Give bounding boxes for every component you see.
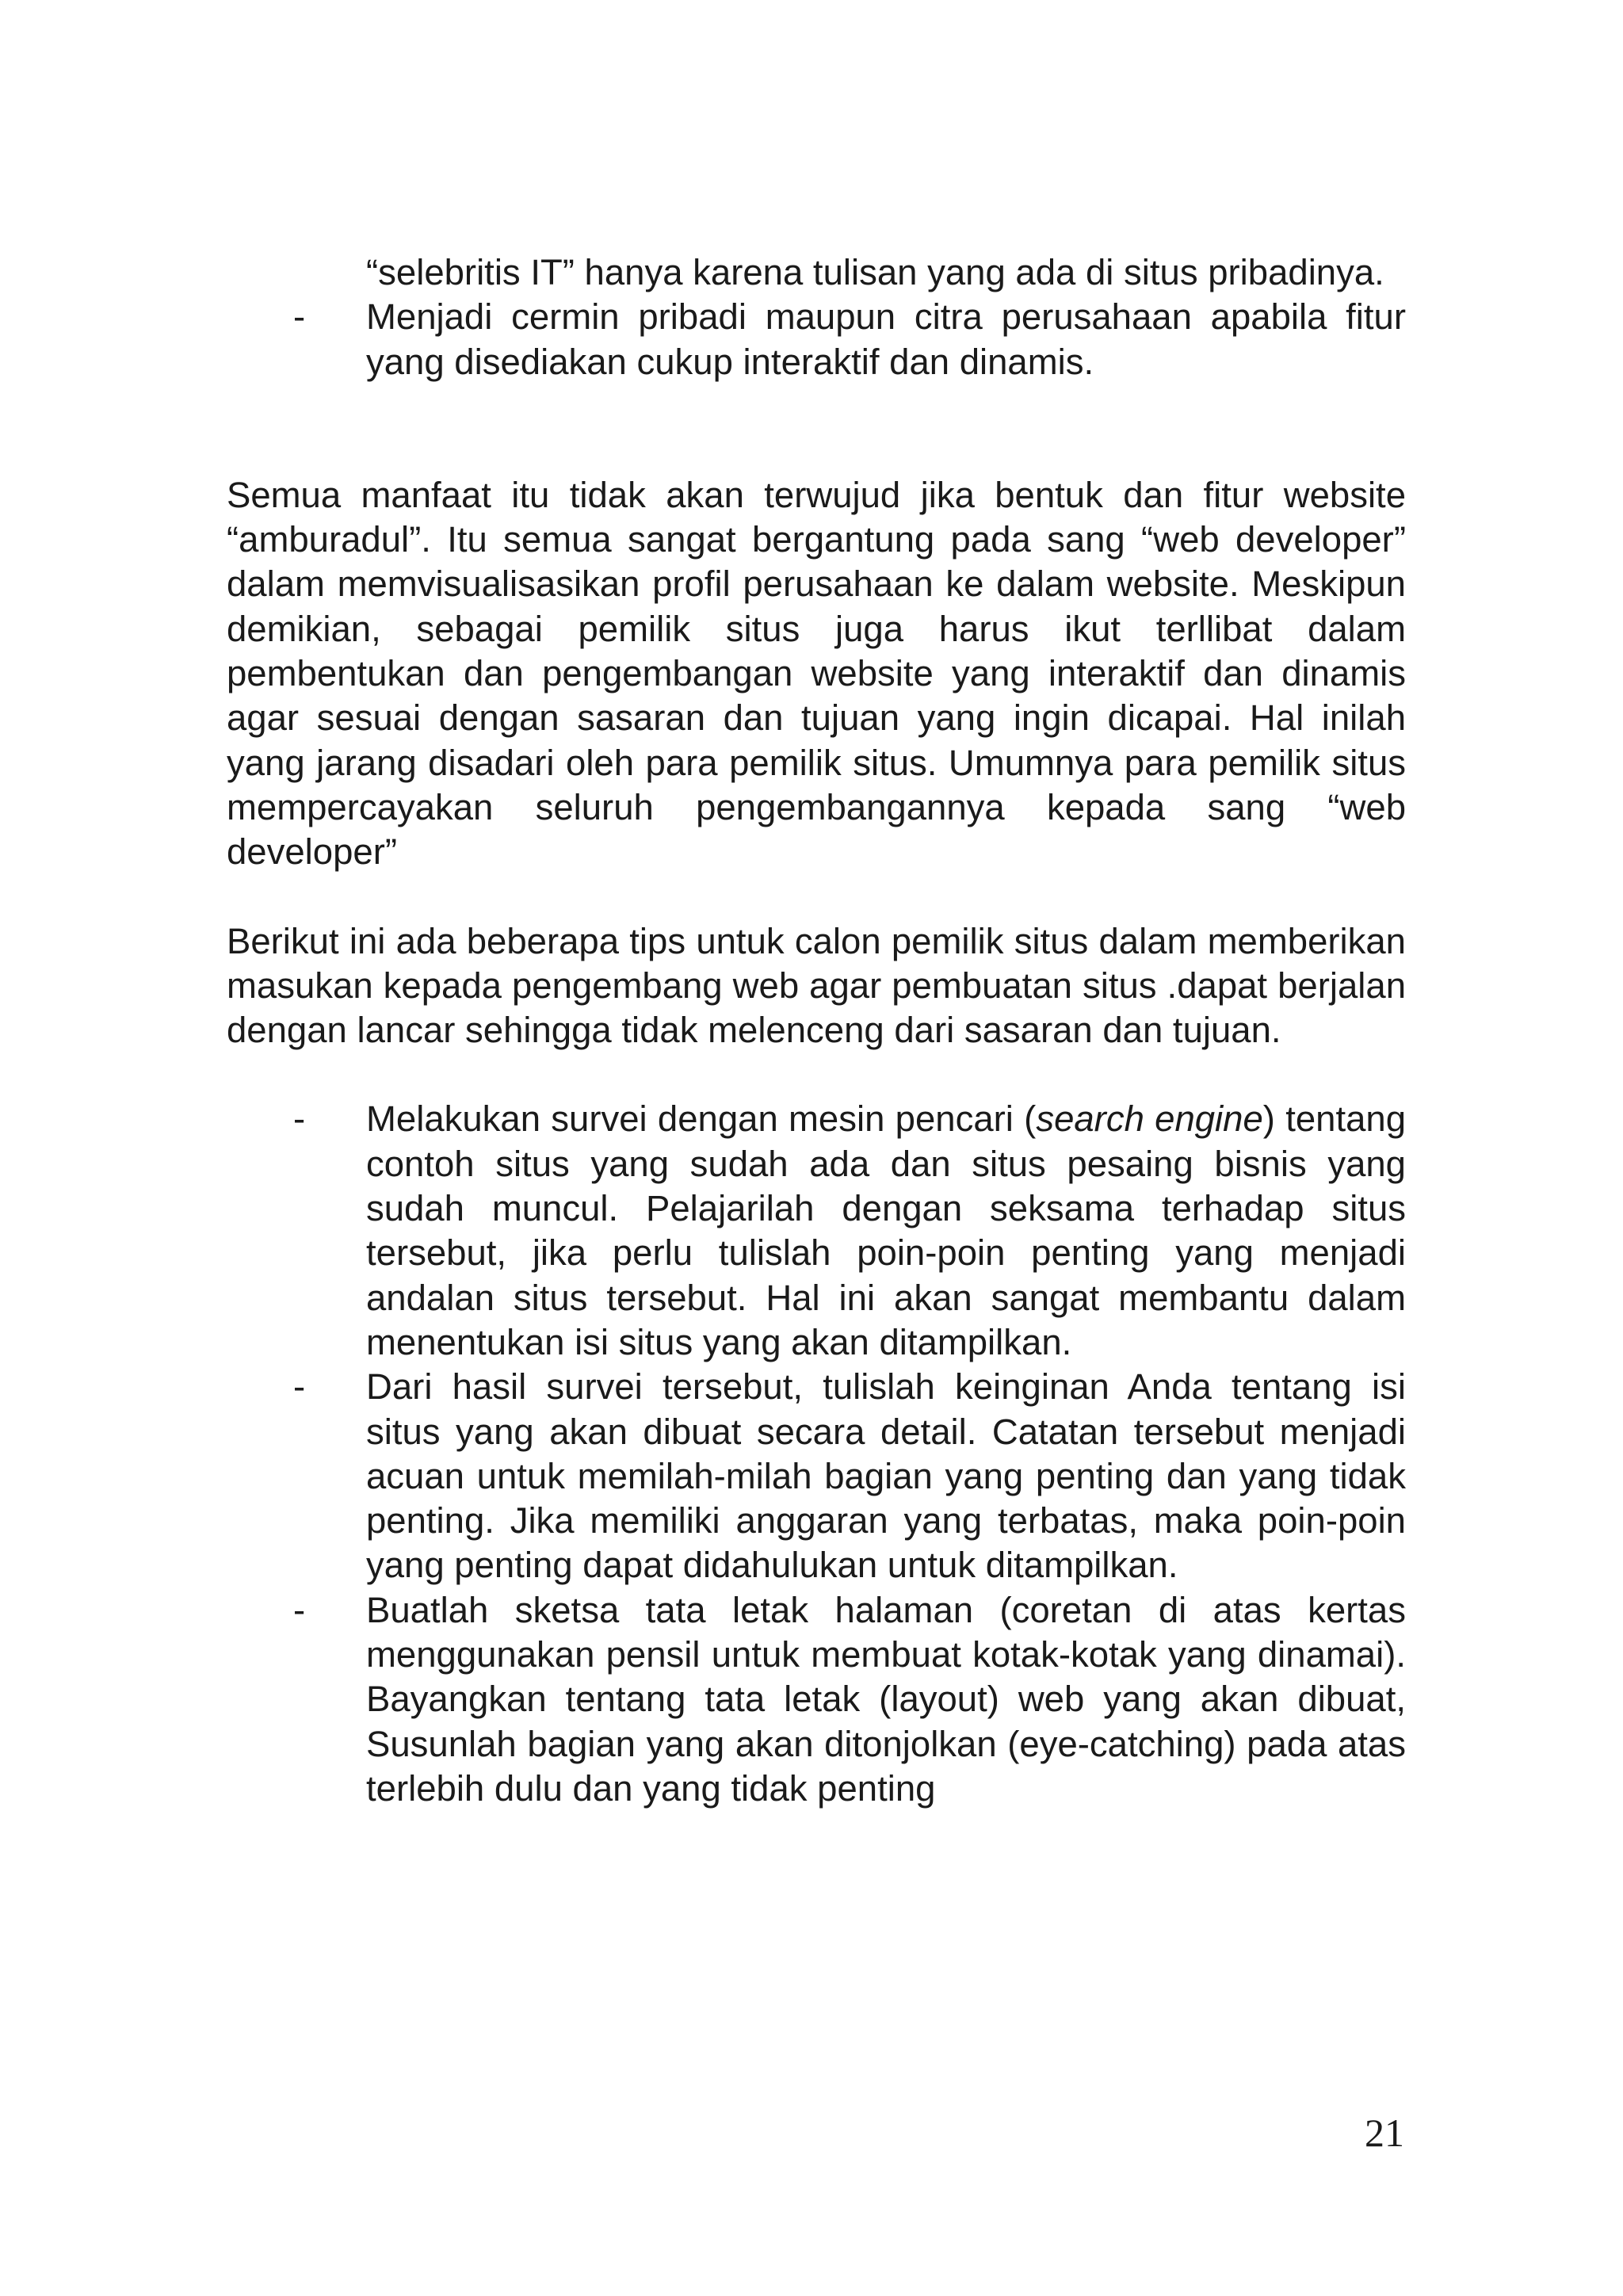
list-item [227, 1588, 1406, 1811]
page-number: 21 [1365, 2111, 1404, 2155]
bullet-dash: - [293, 1589, 306, 1630]
list-item-text: Dari hasil survei tersebut, tulislah keinginan Anda tentang isi situs yang akan dibuat secara detail. Catatan tersebut menjadi acuan untuk memilah-milah bagian yang penting dan yang tidak penting. Jika memiliki anggaran yang terbatas, maka poin-poin yang penting dapat didahulukan untuk ditampilkan. [366, 1366, 1406, 1586]
list-item-text [366, 1097, 1406, 1365]
continuation-text: “selebritis IT” hanya karena tulisan yang ada di situs pribadinya. [366, 252, 1384, 292]
bullet-dash: - [293, 1098, 306, 1140]
paragraph-body-1: Semua manfaat itu tidak akan terwujud jika bentuk dan fitur website “amburadul”. Itu semua sangat bergantung pada sang “web developer” dalam memvisualisasikan profil perusahaan ke dalam website. Meskipun demikian, sebagai pemilik situs juga harus ikut terllibat dalam pembentukan dan pengembangan website yang interaktif dan dinamis agar sesuai dengan sasaran dan tujuan yang ingin dicapai. Hal inilah yang jarang disadari oleh para pemilik situs. Umumnya para pemilik situs mempercayakan seluruh pengembangannya kepada sang “web developer” [227, 474, 1406, 873]
list-item-text-end: ) tentang contoh situs yang sudah ada dan situs pesaing bisnis yang sudah muncul. Pelajarilah dengan seksama terhadap situs tersebut, jika perlu tulislah poin-poin penting yang menjadi andalan situs tersebut. Hal ini akan sangat membantu dalam menentukan isi situs yang akan ditampilkan. [366, 1098, 1407, 1362]
page-content [227, 250, 1406, 1811]
list-item-text-start: Melakukan survei dengan mesin pencari ( [366, 1098, 1037, 1140]
tips-bullet-list [227, 1097, 1406, 1811]
italic-term: search engine [1036, 1098, 1263, 1140]
list-item [227, 1365, 1406, 1587]
list-item [227, 1097, 1406, 1365]
list-item [227, 295, 1406, 384]
top-bullet-list [227, 295, 1406, 384]
bullet-dash: - [293, 1366, 306, 1408]
bullet-dash: - [293, 296, 306, 338]
list-item-text: Menjadi cermin pribadi maupun citra perusahaan apabila fitur yang disediakan cukup interaktif dan dinamis. [366, 296, 1406, 382]
list-item-text: Buatlah sketsa tata letak halaman (coretan di atas kertas menggunakan pensil untuk membuat kotak-kotak yang dinamai). Bayangkan tentang tata letak (layout) web yang akan dibuat, Susunlah bagian yang akan ditonjolkan (eye-catching) pada atas terlebih dulu dan yang tidak penting [366, 1589, 1406, 1809]
paragraph-body-2: Berikut ini ada beberapa tips untuk calon pemilik situs dalam memberikan masukan kepada pengembang web agar pembuatan situs .dapat berjalan dengan lancar sehingga tidak melenceng dari sasaran dan tujuan. [227, 920, 1406, 1051]
